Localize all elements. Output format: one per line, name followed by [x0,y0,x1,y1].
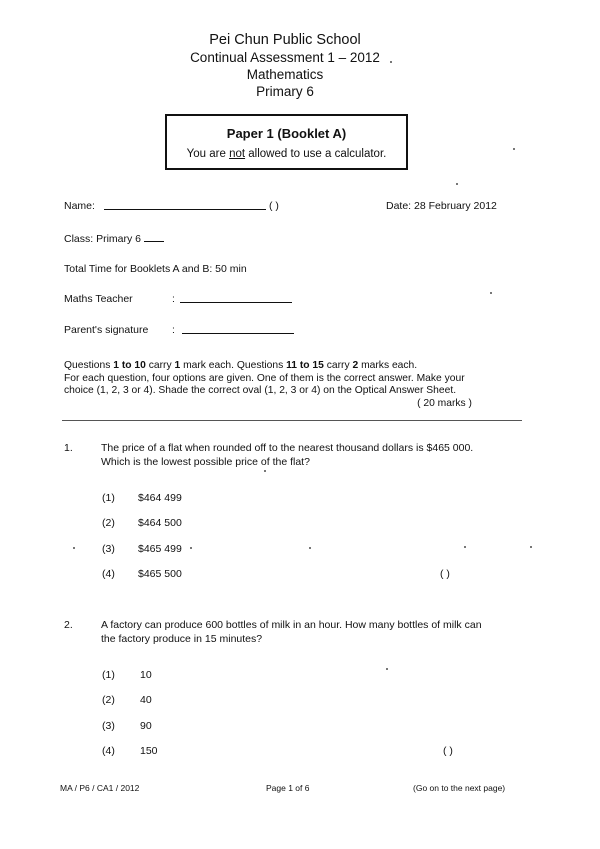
instruction-line-3: choice (1, 2, 3 or 4). Shade the correct oval (1, 2, 3 or 4) on the Optical Answer Sheet. [64,385,457,396]
date-text: Date: 28 February 2012 [386,200,497,212]
q2-option-4-value: 150 [140,745,158,757]
q2-option-3-value: 90 [140,720,152,732]
scan-speck [309,547,311,549]
question-1-line-1: The price of a flat when rounded off to the nearest thousand dollars is $465 000. [101,442,474,454]
scan-speck [456,183,458,185]
scan-speck [264,470,266,472]
instructions [64,360,514,410]
teacher-label: Maths Teacher [64,293,133,305]
scan-speck [190,547,192,549]
instr-text: Questions [64,360,114,371]
question-2-number: 2. [64,619,73,631]
teacher-line[interactable] [180,293,292,303]
q1-answer-paren[interactable]: ( ) [440,568,450,580]
scan-speck [386,668,388,670]
level-title: Primary 6 [256,84,314,99]
signature-label: Parent's signature [64,324,149,336]
q2-option-4-label: (4) [102,745,115,757]
instr-bold: 2 [352,360,359,371]
name-line[interactable] [104,200,266,210]
scan-speck [390,61,392,63]
q1-option-2-label: (2) [102,517,115,529]
q1-option-1-value: $464 499 [138,492,182,504]
signature-colon: : [172,324,175,336]
name-index-paren: ( ) [269,200,279,212]
instr-bold: 1 [174,360,181,371]
question-1-text [101,441,531,469]
q1-option-4-label: (4) [102,568,115,580]
q2-option-1-value: 10 [140,669,152,681]
assessment-title: Continual Assessment 1 – 2012 [190,50,380,65]
class-text [64,232,164,245]
name-label: Name: [64,200,95,212]
scan-speck [530,546,532,548]
q2-option-2-label: (2) [102,694,115,706]
question-2-line-1: A factory can produce 600 bottles of milk in an hour. How many bottles of milk can [101,619,482,631]
question-1-line-2: Which is the lowest possible price of the flat? [101,456,310,468]
subject-title: Mathematics [246,67,324,82]
signature-line[interactable] [182,324,294,334]
footer-page: Page 1 of 6 [266,783,310,793]
instr-text: marks each. [358,360,418,371]
calculator-note [167,148,406,160]
scan-speck [490,292,492,294]
q1-option-3-value: $465 499 [138,543,182,555]
class-label: Class: Primary 6 [64,233,142,245]
question-2-line-2: the factory produce in 15 minutes? [101,633,263,645]
q1-option-4-value: $465 500 [138,568,182,580]
instr-text: carry [145,360,175,371]
q1-option-3-label: (3) [102,543,115,555]
scan-speck [73,547,75,549]
q1-option-1-label: (1) [102,492,115,504]
note-not: not [229,148,246,160]
instr-bold: 1 to 10 [113,360,146,371]
q1-option-2-value: $464 500 [138,517,182,529]
paper-box [165,114,408,170]
footer-next: (Go on to the next page) [413,783,506,793]
scan-speck [464,546,466,548]
question-2-text [101,618,531,646]
q2-option-1-label: (1) [102,669,115,681]
instr-text: mark each. Questions [180,360,287,371]
section-divider [62,420,522,421]
total-time-text: Total Time for Booklets A and B: 50 min [64,263,247,275]
instr-text: carry [323,360,353,371]
q2-answer-paren[interactable]: ( ) [443,745,453,757]
note-pre: You are [186,148,230,160]
question-1-number: 1. [64,442,73,454]
total-marks: ( 20 marks ) [417,397,472,409]
q2-option-2-value: 40 [140,694,152,706]
instr-bold: 11 to 15 [286,360,324,371]
class-line[interactable] [144,232,164,242]
scan-speck [513,148,515,150]
footer-code: MA / P6 / CA1 / 2012 [60,783,140,793]
teacher-colon: : [172,293,175,305]
school-name: Pei Chun Public School [209,32,361,48]
instruction-line-2: For each question, four options are given. One of them is the correct answer. Make your [64,372,465,384]
note-post: allowed to use a calculator. [245,148,387,160]
q2-option-3-label: (3) [102,720,115,732]
instruction-line-1 [64,360,514,373]
paper-title: Paper 1 (Booklet A) [226,126,347,141]
